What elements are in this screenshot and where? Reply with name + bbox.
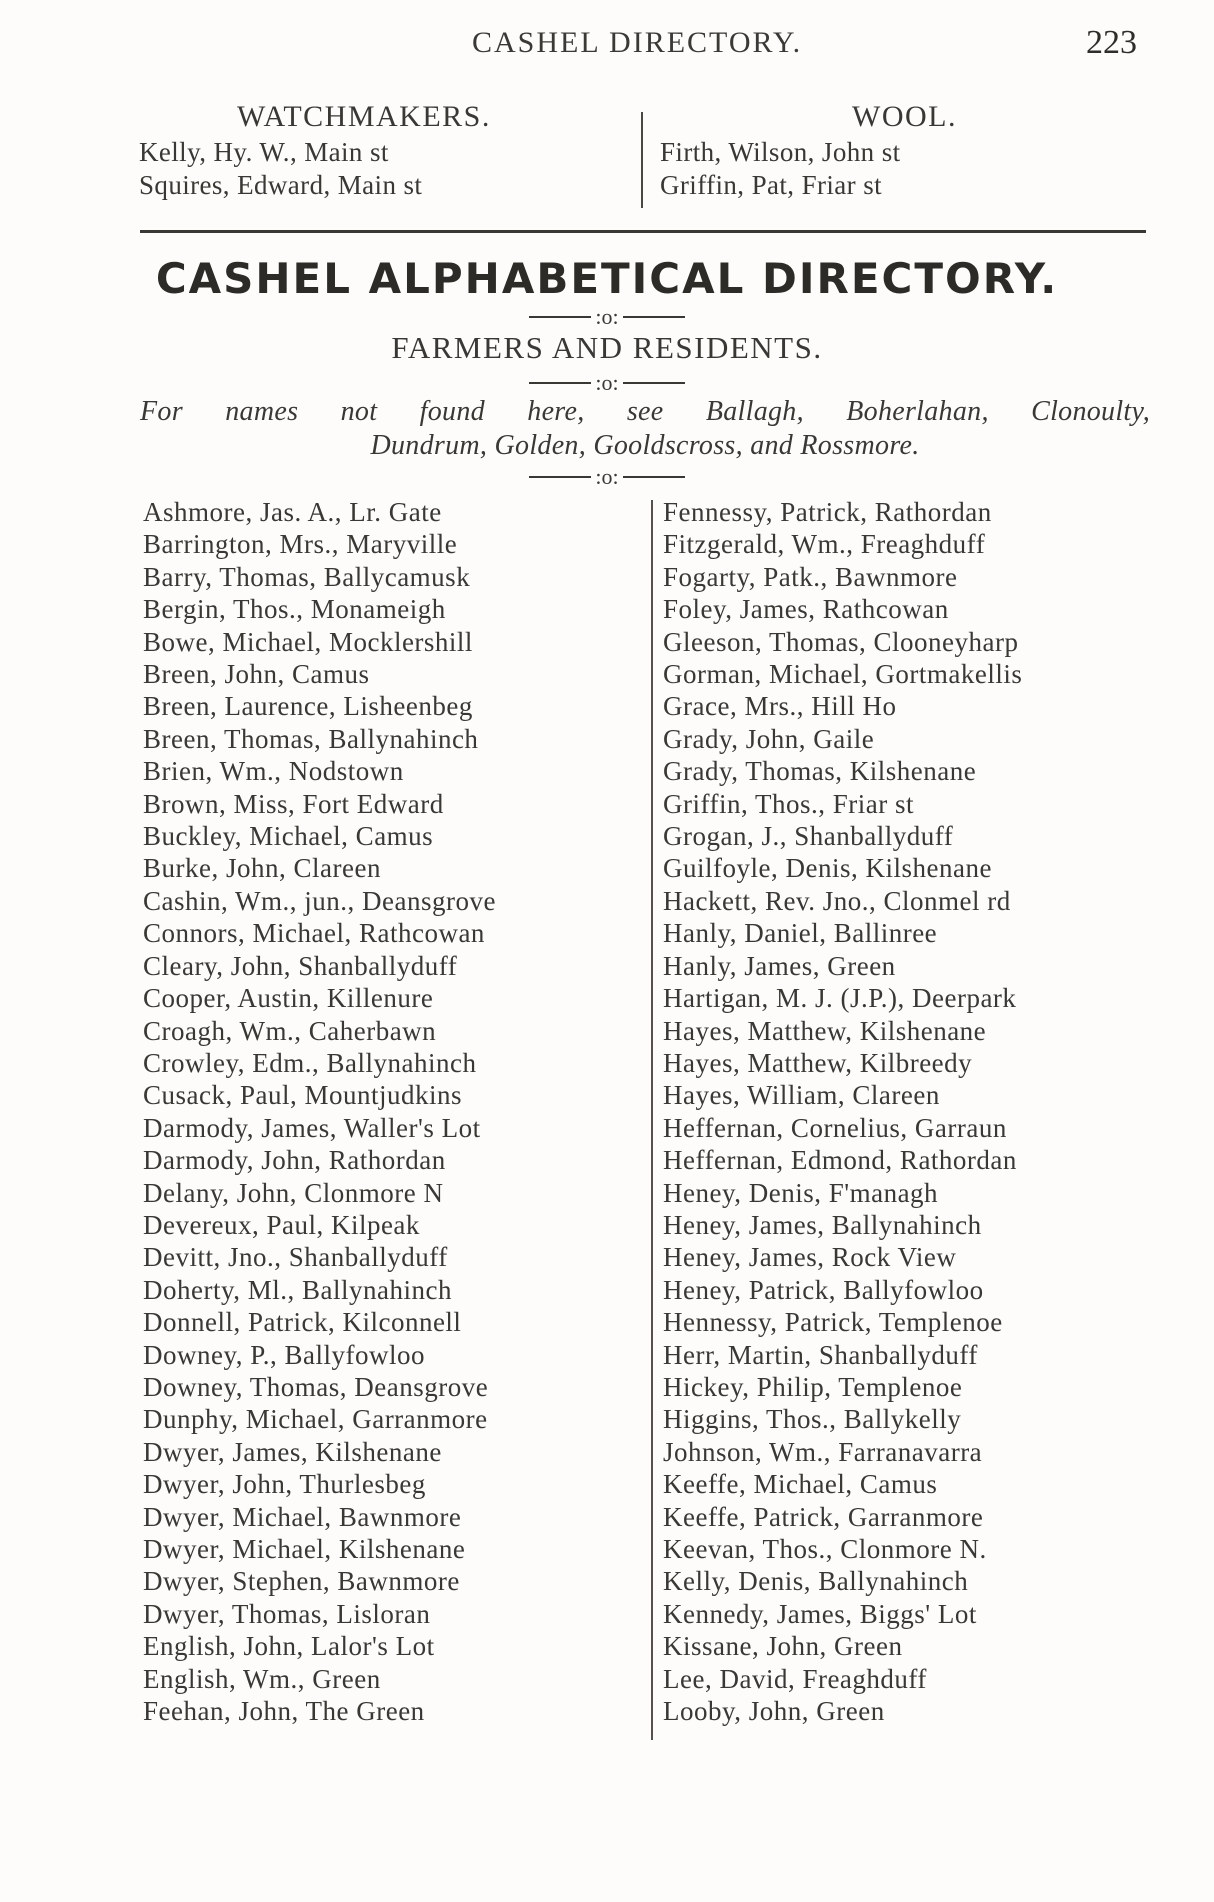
trade-entry: Kelly, Hy. W., Main st xyxy=(139,137,389,167)
directory-entry: Bergin, Thos., Monameigh xyxy=(143,594,446,625)
directory-entry: Heffernan, Cornelius, Garraun xyxy=(663,1112,1007,1143)
directory-entry: Dwyer, John, Thurlesbeg xyxy=(143,1469,426,1500)
directory-entry: Brien, Wm., Nodstown xyxy=(143,756,404,787)
directory-entry: Gleeson, Thomas, Clooneyharp xyxy=(663,626,1019,657)
trade-heading: WATCHMAKERS. xyxy=(237,100,491,133)
column-divider xyxy=(651,500,653,1740)
ornament-separator: :o: xyxy=(0,368,1214,396)
directory-entry: Donnell, Patrick, Kilconnell xyxy=(143,1307,462,1338)
directory-entry: Johnson, Wm., Farranavarra xyxy=(663,1436,983,1467)
directory-entry: Grace, Mrs., Hill Ho xyxy=(663,691,897,722)
directory-entry: Grady, John, Gaile xyxy=(663,723,875,754)
directory-entry: Burke, John, Clareen xyxy=(143,853,381,884)
directory-entry: Cleary, John, Shanballyduff xyxy=(143,950,458,981)
running-title: CASHEL DIRECTORY. xyxy=(472,26,803,59)
directory-entry: Heffernan, Edmond, Rathordan xyxy=(663,1145,1017,1176)
directory-entry: Breen, John, Camus xyxy=(143,659,370,690)
directory-entry: Breen, Laurence, Lisheenbeg xyxy=(143,691,473,722)
ornament-separator: :o: xyxy=(0,462,1214,490)
horizontal-rule xyxy=(140,230,1146,233)
directory-entry: Fennessy, Patrick, Rathordan xyxy=(663,497,992,527)
directory-entry: Darmody, James, Waller's Lot xyxy=(143,1112,481,1143)
page-number: 223 xyxy=(1086,24,1137,61)
trade-heading: WOOL. xyxy=(852,100,957,133)
directory-entry: Looby, John, Green xyxy=(663,1696,885,1727)
trade-entry: Squires, Edward, Main st xyxy=(139,170,423,200)
directory-entry: Barry, Thomas, Ballycamusk xyxy=(143,561,471,592)
directory-entry: Heney, James, Rock View xyxy=(663,1242,957,1273)
directory-entry: Dwyer, Michael, Bawnmore xyxy=(143,1501,462,1532)
directory-column-left xyxy=(143,496,643,1727)
directory-entry: Croagh, Wm., Caherbawn xyxy=(143,1015,437,1046)
directory-entry: Heney, Denis, F'managh xyxy=(663,1177,939,1208)
directory-entry: Keevan, Thos., Clonmore N. xyxy=(663,1534,987,1564)
directory-entry: Kelly, Denis, Ballynahinch xyxy=(663,1566,969,1597)
directory-entry: Ashmore, Jas. A., Lr. Gate xyxy=(143,497,442,527)
directory-entry: English, John, Lalor's Lot xyxy=(143,1631,435,1662)
directory-entry: Cashin, Wm., jun., Deansgrove xyxy=(143,885,496,916)
section-subtitle: FARMERS AND RESIDENTS. xyxy=(391,330,823,365)
directory-entry: Hayes, William, Clareen xyxy=(663,1080,940,1111)
directory-entry: Delany, John, Clonmore N xyxy=(143,1177,444,1208)
directory-entry: Hanly, James, Green xyxy=(663,950,896,981)
directory-entry: Feehan, John, The Green xyxy=(143,1696,425,1727)
directory-entry: Kissane, John, Green xyxy=(663,1631,903,1662)
cross-reference-note: Dundrum, Golden, Gooldscross, and Rossmore. xyxy=(370,430,920,461)
directory-entry: English, Wm., Green xyxy=(143,1663,381,1694)
directory-entry: Hanly, Daniel, Ballinree xyxy=(663,918,938,949)
directory-entry: Downey, P., Ballyfowloo xyxy=(143,1339,425,1370)
directory-entry: Breen, Thomas, Ballynahinch xyxy=(143,723,479,754)
directory-entry: Higgins, Thos., Ballykelly xyxy=(663,1404,962,1435)
directory-entry: Devitt, Jno., Shanballyduff xyxy=(143,1242,448,1273)
directory-entry: Dwyer, Michael, Kilshenane xyxy=(143,1534,466,1564)
directory-entry: Barrington, Mrs., Maryville xyxy=(143,529,458,560)
directory-entry: Darmody, John, Rathordan xyxy=(143,1145,446,1176)
column-divider xyxy=(641,112,643,208)
directory-entry: Hartigan, M. J. (J.P.), Deerpark xyxy=(663,983,1017,1014)
directory-entry: Gorman, Michael, Gortmakellis xyxy=(663,659,1023,690)
directory-entry: Grogan, J., Shanballyduff xyxy=(663,821,954,852)
directory-entry: Bowe, Michael, Mocklershill xyxy=(143,626,473,657)
directory-entry: Connors, Michael, Rathcowan xyxy=(143,918,485,949)
trade-section-wool xyxy=(660,100,1160,202)
directory-entry: Hackett, Rev. Jno., Clonmel rd xyxy=(663,885,1011,916)
directory-column-right xyxy=(663,496,1163,1727)
page-title: CASHEL ALPHABETICAL DIRECTORY. xyxy=(155,254,1059,303)
directory-entry: Dwyer, James, Kilshenane xyxy=(143,1436,442,1467)
directory-entry: Brown, Miss, Fort Edward xyxy=(143,788,444,819)
directory-entry: Crowley, Edm., Ballynahinch xyxy=(143,1047,477,1078)
directory-entry: Devereux, Paul, Kilpeak xyxy=(143,1209,420,1240)
directory-entry: Griffin, Thos., Friar st xyxy=(663,788,914,819)
trade-entry: Firth, Wilson, John st xyxy=(660,137,901,167)
directory-entry: Kennedy, James, Biggs' Lot xyxy=(663,1598,977,1629)
directory-entry: Herr, Martin, Shanballyduff xyxy=(663,1339,978,1370)
directory-entry: Lee, David, Freaghduff xyxy=(663,1663,927,1694)
directory-entry: Guilfoyle, Denis, Kilshenane xyxy=(663,853,992,884)
directory-entry: Hayes, Matthew, Kilshenane xyxy=(663,1015,987,1046)
directory-entry: Dwyer, Thomas, Lisloran xyxy=(143,1598,431,1629)
directory-entry: Fitzgerald, Wm., Freaghduff xyxy=(663,529,986,560)
directory-entry: Hayes, Matthew, Kilbreedy xyxy=(663,1047,973,1078)
directory-entry: Foley, James, Rathcowan xyxy=(663,594,949,625)
directory-entry: Heney, James, Ballynahinch xyxy=(663,1209,982,1240)
directory-entry: Hennessy, Patrick, Templenoe xyxy=(663,1307,1003,1338)
directory-entry: Grady, Thomas, Kilshenane xyxy=(663,756,977,787)
directory-entry: Keeffe, Michael, Camus xyxy=(663,1469,938,1500)
running-head xyxy=(0,22,1214,62)
directory-entry: Keeffe, Patrick, Garranmore xyxy=(663,1501,984,1532)
cross-reference-note: For names not found here, see Ballagh, Boherlahan, Clonoulty, xyxy=(140,396,1150,427)
directory-entry: Dunphy, Michael, Garranmore xyxy=(143,1404,488,1435)
trade-entry: Griffin, Pat, Friar st xyxy=(660,170,883,200)
directory-entry: Hickey, Philip, Templenoe xyxy=(663,1371,963,1402)
directory-entry: Cooper, Austin, Killenure xyxy=(143,983,434,1014)
directory-entry: Heney, Patrick, Ballyfowloo xyxy=(663,1274,984,1305)
trade-section-watchmakers xyxy=(139,100,639,202)
directory-entry: Fogarty, Patk., Bawnmore xyxy=(663,561,958,592)
directory-entry: Cusack, Paul, Mountjudkins xyxy=(143,1080,463,1111)
directory-entry: Dwyer, Stephen, Bawnmore xyxy=(143,1566,460,1597)
directory-entry: Doherty, Ml., Ballynahinch xyxy=(143,1274,452,1305)
directory-entry: Buckley, Michael, Camus xyxy=(143,821,434,852)
ornament-separator: :o: xyxy=(0,302,1214,330)
directory-entry: Downey, Thomas, Deansgrove xyxy=(143,1371,489,1402)
